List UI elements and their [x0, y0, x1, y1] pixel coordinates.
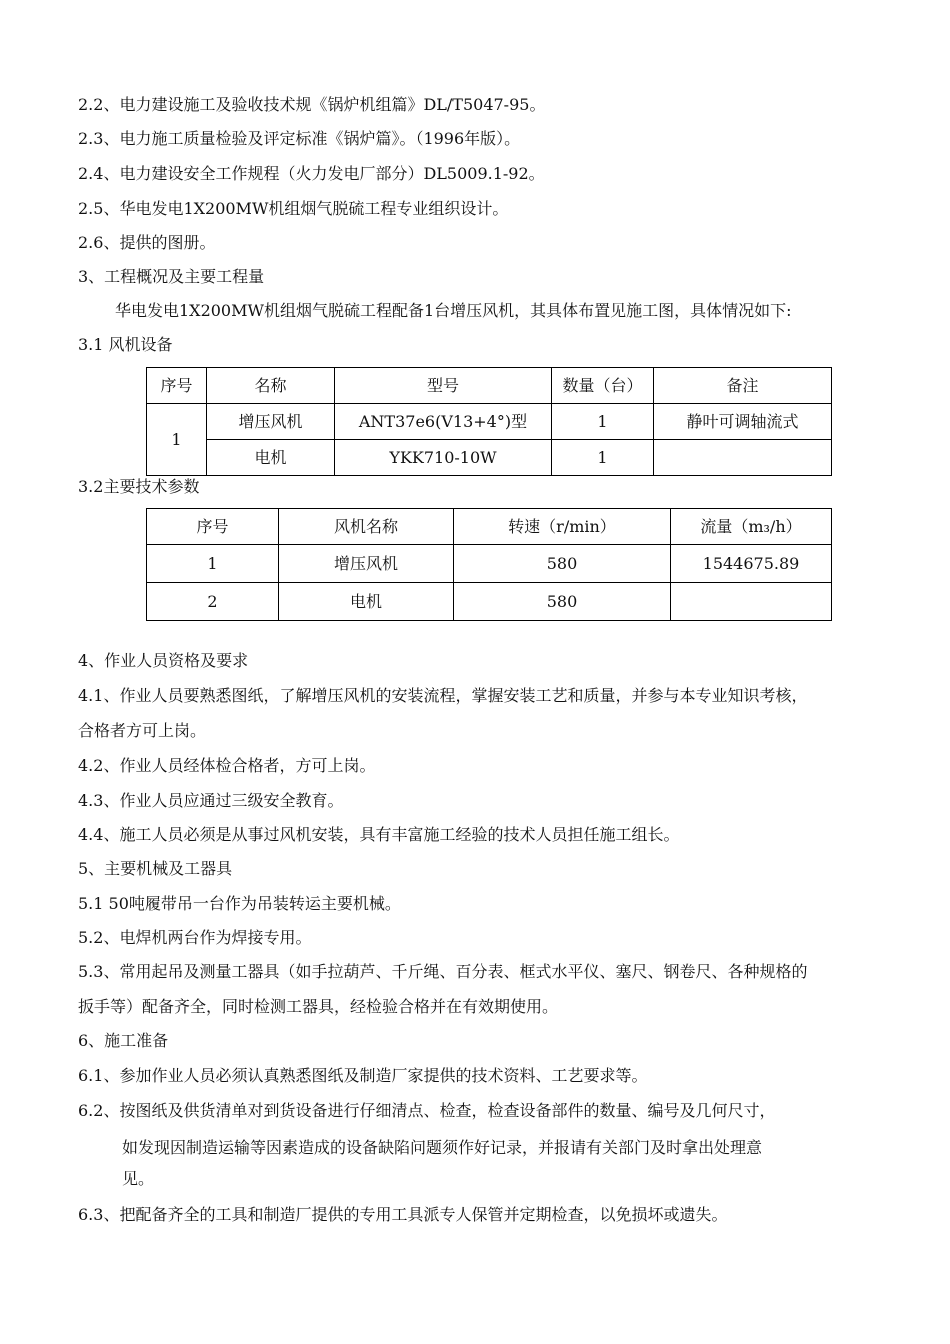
text-line: 6.2、按图纸及供货清单对到货设备进行仔细清点、检查，检查设备部件的数量、编号及几何尺寸， — [78, 1101, 776, 1120]
text-line: 5.2、电焊机两台作为焊接专用。 — [78, 928, 312, 947]
text-line: 2.6、提供的图册。 — [78, 233, 216, 252]
text-line: 如发现因制造运输等因素造成的设备缺陷问题须作好记录，并报请有关部门及时拿出处理意 — [122, 1138, 763, 1157]
table-cell: 电机 — [279, 583, 454, 621]
text-line: 2.2、电力建设施工及验收技术规《锅炉机组篇》DL/T5047-95。 — [78, 95, 546, 114]
header-cell: 数量（台） — [552, 368, 654, 404]
table-cell: 2 — [147, 583, 279, 621]
header-cell: 序号 — [147, 368, 207, 404]
header-cell: 名称 — [207, 368, 335, 404]
text-line: 5.1 50吨履带吊一台作为吊装转运主要机械。 — [78, 894, 401, 913]
text-line: 见。 — [122, 1169, 155, 1188]
section-heading: 3、工程概况及主要工程量 — [78, 267, 265, 286]
section-heading: 4、作业人员资格及要求 — [78, 651, 249, 670]
text-line: 4.2、作业人员经体检合格者，方可上岗。 — [78, 756, 376, 775]
table-cell: 静叶可调轴流式 — [654, 404, 832, 440]
equipment-table — [146, 367, 832, 476]
table-row — [147, 583, 832, 621]
header-cell: 转速（r/min） — [454, 509, 671, 545]
section-heading: 5、主要机械及工器具 — [78, 859, 233, 878]
header-cell: 备注 — [654, 368, 832, 404]
table-row — [147, 404, 832, 440]
parameters-table — [146, 508, 832, 621]
table-header-row — [147, 509, 832, 545]
table-cell: 增压风机 — [207, 404, 335, 440]
table-cell: 1 — [147, 545, 279, 583]
header-cell: 流量（m₃/h） — [671, 509, 832, 545]
table-cell: ANT37e6(V13+4°)型 — [335, 404, 552, 440]
table-row — [147, 440, 832, 476]
text-line: 华电发电1X200MW机组烟气脱硫工程配备1台增压风机，其具体布置见施工图，具体情况如下: — [115, 301, 792, 320]
text-line: 6.1、参加作业人员必须认真熟悉图纸及制造厂家提供的技术资料、工艺要求等。 — [78, 1066, 648, 1085]
text-line: 4.3、作业人员应通过三级安全教育。 — [78, 791, 344, 810]
header-cell: 风机名称 — [279, 509, 454, 545]
table-cell: 580 — [454, 583, 671, 621]
table-cell: 1 — [552, 404, 654, 440]
text-line: 4.1、作业人员要熟悉图纸，了解增压风机的安装流程，掌握安装工艺和质量，并参与本专业知识考核， — [78, 686, 808, 705]
table-cell: 580 — [454, 545, 671, 583]
table-cell: 电机 — [207, 440, 335, 476]
table-cell: 1 — [147, 404, 207, 476]
text-line: 4.4、施工人员必须是从事过风机安装，具有丰富施工经验的技术人员担任施工组长。 — [78, 825, 680, 844]
table-cell: 增压风机 — [279, 545, 454, 583]
table-cell — [654, 440, 832, 476]
text-line: 2.5、华电发电1X200MW机组烟气脱硫工程专业组织设计。 — [78, 199, 509, 218]
table-row — [147, 545, 832, 583]
text-line: 2.4、电力建设安全工作规程（火力发电厂部分）DL5009.1-92。 — [78, 164, 545, 183]
table-header-row — [147, 368, 832, 404]
text-line: 扳手等）配备齐全，同时检测工器具，经检验合格并在有效期使用。 — [78, 997, 559, 1016]
header-cell: 序号 — [147, 509, 279, 545]
text-line: 2.3、电力施工质量检验及评定标准《锅炉篇》。（1996年版）。 — [78, 129, 521, 148]
section-heading: 6、施工准备 — [78, 1031, 169, 1050]
table-cell: 1544675.89 — [671, 545, 832, 583]
header-cell: 型号 — [335, 368, 552, 404]
text-line: 合格者方可上岗。 — [78, 721, 207, 740]
table-cell — [671, 583, 832, 621]
section-heading: 3.2主要技术参数 — [78, 477, 200, 496]
text-line: 6.3、把配备齐全的工具和制造厂提供的专用工具派专人保管并定期检查，以免损坏或遗失。 — [78, 1205, 728, 1224]
table-cell: 1 — [552, 440, 654, 476]
text-line: 5.3、常用起吊及测量工器具（如手拉葫芦、千斤绳、百分表、框式水平仪、塞尺、钢卷尺、各种规格的 — [78, 962, 808, 981]
table-cell: YKK710-10W — [335, 440, 552, 476]
section-heading: 3.1 风机设备 — [78, 335, 173, 354]
